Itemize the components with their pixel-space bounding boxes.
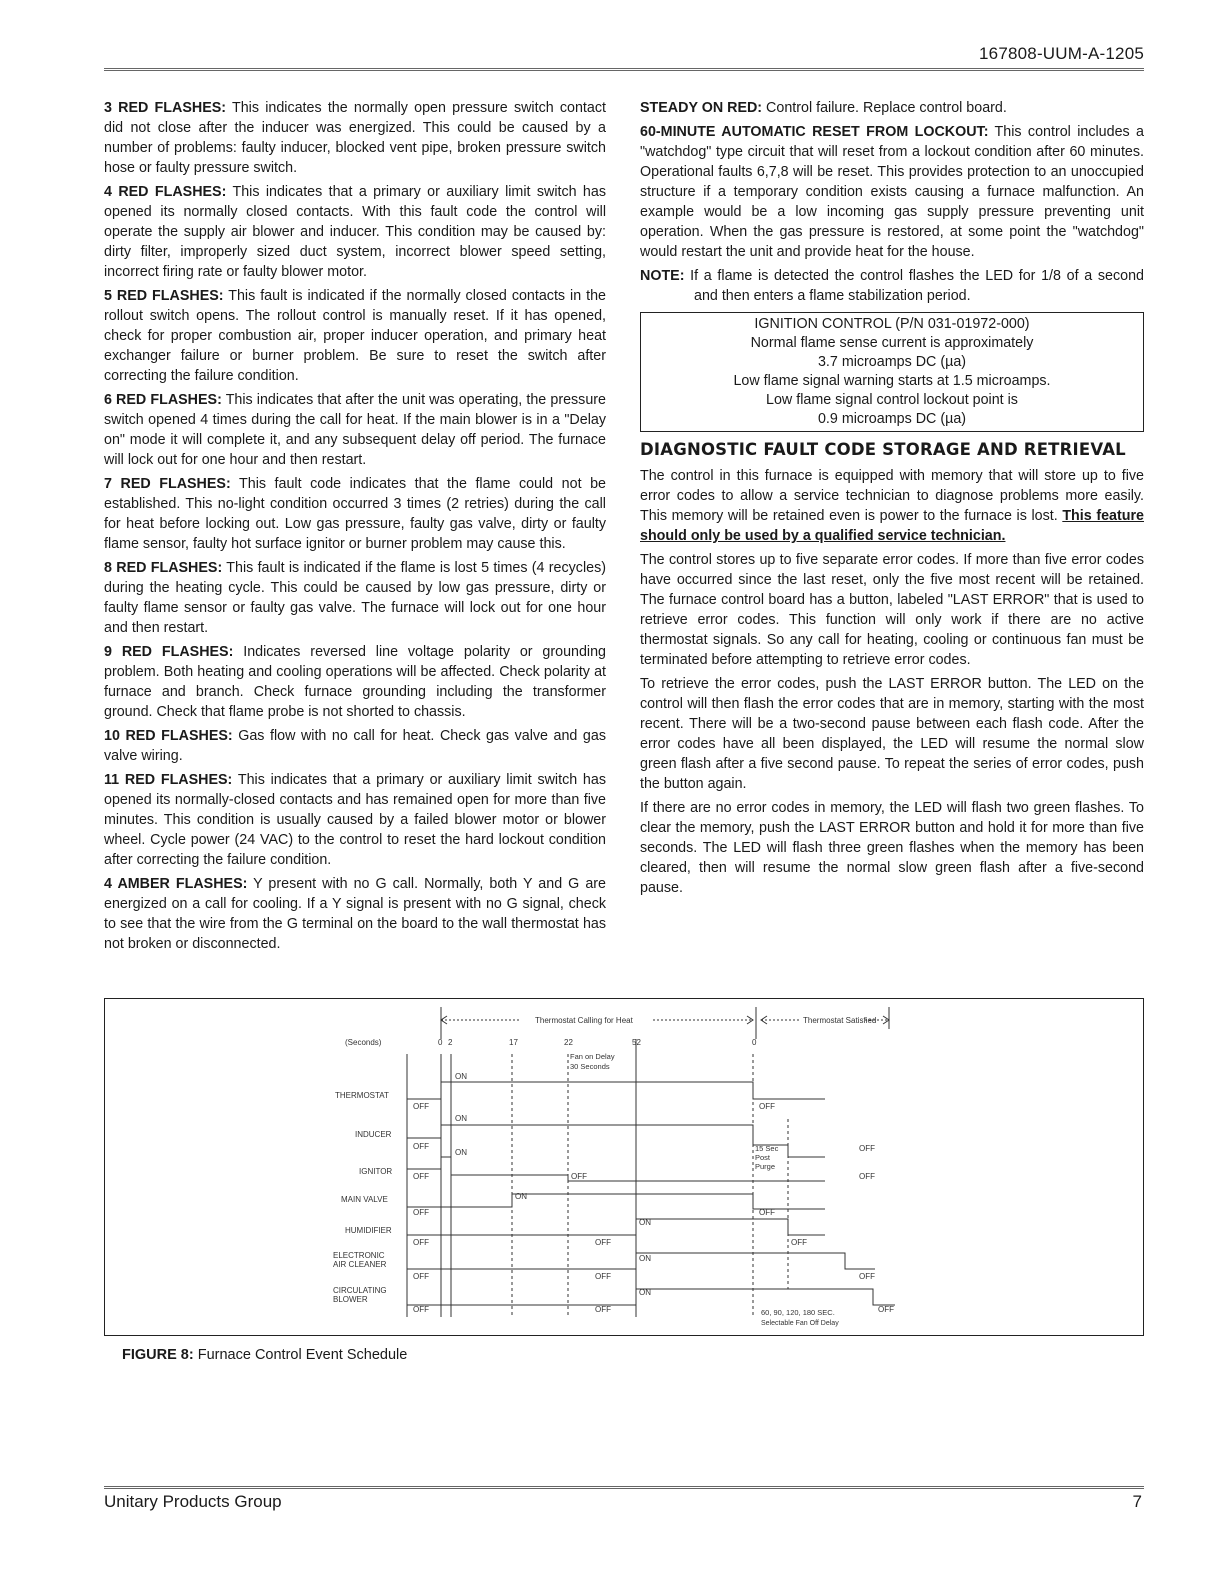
row-label-humidifier: HUMIDIFIER bbox=[345, 1226, 392, 1235]
tick-label: 0 bbox=[752, 1038, 757, 1047]
left-column bbox=[104, 98, 606, 958]
fault-paragraph: 9 RED FLASHES: Indicates reversed line voltage polarity or grounding problem. Both heating and cooling operations will be affected. Check polarity at furnace and branch. Check furnace grounding including the transformer ground. Check that flame probe is not shorted to chassis. bbox=[104, 644, 606, 720]
clear-paragraph: If there are no error codes in memory, the LED will flash two green flashes. To clear the memory, push the LAST ERROR button and hold it for more than five seconds. The LED will flash three green flashes when the memory has been cleared, then will resume the normal slow green flash after a five-second pause. bbox=[640, 800, 1144, 896]
ignition-line: Normal flame sense current is approximately bbox=[750, 335, 1034, 351]
off-label: OFF bbox=[595, 1238, 611, 1247]
row-label-ignitor: IGNITOR bbox=[359, 1167, 393, 1176]
fault-paragraph: 7 RED FLASHES: This fault code indicates that the flame could not be established. This no-light condition occurred 3 times (2 retries) during the call for heat before locking out. Low gas pressure, faulty gas valve, dirty or faulty flame sensor, faulty hot surface ignitor or burner problem may cause this. bbox=[104, 476, 606, 552]
off-label: OFF bbox=[413, 1272, 429, 1281]
fault-paragraph: 6 RED FLASHES: This indicates that after the unit was operating, the pressure switch opened 4 times during the call for heat. If the main blower is in a "Delay on" mode it will complete it, and any subsequent delay off period. The furnace will lock out for one hour and then restart. bbox=[104, 392, 606, 468]
ignition-line: 3.7 microamps DC (µa) bbox=[817, 354, 967, 370]
calling-label: Thermostat Calling for Heat bbox=[535, 1016, 633, 1025]
fan-off-delay-label: 60, 90, 120, 180 SEC. bbox=[761, 1308, 835, 1317]
ignition-line: Low flame signal control lockout point is bbox=[766, 392, 1018, 408]
row-label-blower: BLOWER bbox=[333, 1295, 368, 1304]
seconds-label: (Seconds) bbox=[345, 1038, 382, 1047]
row-label-inducer: INDUCER bbox=[355, 1130, 392, 1139]
on-label: ON bbox=[455, 1072, 467, 1081]
off-label: OFF bbox=[413, 1142, 429, 1151]
fault-paragraph: 4 AMBER FLASHES: Y present with no G call. Normally, both Y and G are energized on a call for cooling. If a Y signal is present with no G signal, check to see that the wire from the G terminal on the board to the wall thermostat has not broken or disconnected. bbox=[104, 876, 606, 952]
tick-label: 17 bbox=[509, 1038, 518, 1047]
post-purge-label: 15 Sec bbox=[755, 1144, 779, 1153]
fan-delay-label: 30 Seconds bbox=[570, 1062, 610, 1071]
document-number: 167808-UUM-A-1205 bbox=[979, 44, 1144, 63]
storage-paragraph: The control stores up to five separate error codes. If more than five error codes have occurred since the last reset, only the five most recent will be retained. The furnace control board has a button, labeled "LAST ERROR" that is used to retrieve error codes. This function will only work if there are no active thermostat signals. So any call for heating, cooling or continuous fan must be terminated before attempting to retrieve error codes. bbox=[640, 552, 1144, 668]
retrieve-paragraph: To retrieve the error codes, push the LAST ERROR button. The LED on the control will then flash the error codes that are in memory, starting with the most recent. There will be a two-second pause between each flash code. After the error codes have all been displayed, the LED will resume the normal slow green flash after a five second pause. To repeat the series of error codes, push the button again. bbox=[640, 676, 1144, 792]
off-label: OFF bbox=[859, 1272, 875, 1281]
off-label: OFF bbox=[859, 1172, 875, 1181]
fault-paragraph: 5 RED FLASHES: This fault is indicated if the normally closed contacts in the rollout switch opens. The rollout control is manually reset. If it has opened, check for proper combustion air, proper inducer operation, and primary heat exchanger failure or burner problem. Be sure to reset the switch after correcting the failure condition. bbox=[104, 288, 606, 384]
on-label: ON bbox=[639, 1254, 651, 1263]
off-label: OFF bbox=[413, 1208, 429, 1217]
fault-paragraph: 3 RED FLASHES: This indicates the normally open pressure switch contact did not close after the inducer was energized. This could be caused by a number of problems: faulty inducer, blocked vent pipe, broken pressure switch hose or faulty pressure switch. bbox=[104, 100, 606, 176]
qualified-technician-warning: This feature should only be used by a qualified service technician. bbox=[640, 508, 1144, 544]
off-label: OFF bbox=[413, 1172, 429, 1181]
fault-paragraph: 10 RED FLASHES: Gas flow with no call for heat. Check gas valve and gas valve wiring. bbox=[104, 728, 606, 764]
post-purge-label: Purge bbox=[755, 1162, 776, 1171]
ignition-line: 0.9 microamps DC (µa) bbox=[817, 411, 967, 427]
off-label: OFF bbox=[878, 1305, 894, 1314]
fault-paragraph: 8 RED FLASHES: This fault is indicated if the flame is lost 5 times (4 recycles) during the heating cycle. This could be caused by low gas pressure, dirty or faulty flame sensor or faulty gas valve. The furnace will lock out for one hour and then restart. bbox=[104, 560, 606, 636]
fan-off-delay-label: Selectable Fan Off Delay bbox=[761, 1320, 839, 1327]
row-label-thermostat: THERMOSTAT bbox=[335, 1091, 389, 1100]
tick-label: 0 bbox=[438, 1038, 443, 1047]
memory-paragraph: The control in this furnace is equipped with memory that will store up to five error codes to allow a service technician to diagnose problems more easily. This memory will be retained even is power to the furnace is lost. This feature should only be used by a qualified service technician. bbox=[640, 468, 1144, 544]
footer-rule bbox=[104, 1486, 1144, 1489]
event-schedule-figure bbox=[104, 998, 1144, 1336]
off-label: OFF bbox=[759, 1102, 775, 1111]
post-purge-label: Post bbox=[755, 1153, 771, 1162]
off-label: OFF bbox=[571, 1172, 587, 1181]
right-column bbox=[640, 98, 1144, 902]
off-label: OFF bbox=[595, 1305, 611, 1314]
section-heading: DIAGNOSTIC FAULT CODE STORAGE AND RETRIEVAL bbox=[640, 440, 1126, 459]
on-label: ON bbox=[455, 1114, 467, 1123]
fan-delay-label: Fan on Delay bbox=[570, 1052, 615, 1061]
row-label-air-cleaner: AIR CLEANER bbox=[333, 1260, 387, 1269]
tick-label: 2 bbox=[448, 1038, 453, 1047]
ignition-control-box bbox=[640, 312, 1144, 432]
ignition-line: Low flame signal warning starts at 1.5 microamps. bbox=[733, 373, 1051, 389]
row-label-main-valve: MAIN VALVE bbox=[341, 1195, 388, 1204]
ignition-line: IGNITION CONTROL (P/N 031-01972-000) bbox=[754, 316, 1030, 332]
page-number: 7 bbox=[1132, 1492, 1142, 1511]
off-label: OFF bbox=[859, 1144, 875, 1153]
row-label-electronic: ELECTRONIC bbox=[333, 1251, 385, 1260]
satisfied-label: Thermostat Satisfied bbox=[803, 1016, 877, 1025]
on-label: ON bbox=[639, 1218, 651, 1227]
row-label-circulating: CIRCULATING bbox=[333, 1286, 387, 1295]
figure-caption: FIGURE 8: Furnace Control Event Schedule bbox=[122, 1347, 408, 1363]
steady-on-paragraph: STEADY ON RED: Control failure. Replace control board. bbox=[640, 100, 1007, 116]
note-paragraph: NOTE: If a flame is detected the control flashes the LED for 1/8 of a second and then enters a flame stabilization period. bbox=[640, 268, 1144, 304]
off-label: OFF bbox=[413, 1305, 429, 1314]
off-label: OFF bbox=[413, 1238, 429, 1247]
tick-label: 52 bbox=[632, 1038, 641, 1047]
tick-label: 22 bbox=[564, 1038, 573, 1047]
timing-diagram bbox=[105, 999, 1145, 1337]
fault-paragraph: 4 RED FLASHES: This indicates that a primary or auxiliary limit switch has opened its normally closed contacts. With this fault code the control will operate the supply air blower and inducer. This condition may be caused by: dirty filter, improperly sized duct system, incorrect blower speed setting, incorrect firing rate or faulty blower motor. bbox=[104, 184, 606, 280]
on-label: ON bbox=[455, 1148, 467, 1157]
off-label: OFF bbox=[791, 1238, 807, 1247]
header-rule bbox=[104, 68, 1144, 71]
off-label: OFF bbox=[759, 1208, 775, 1217]
on-label: ON bbox=[639, 1288, 651, 1297]
on-label: ON bbox=[515, 1192, 527, 1201]
fault-paragraph: 11 RED FLASHES: This indicates that a primary or auxiliary limit switch has opened its normally-closed contacts and has remained open for more than five minutes. This condition is usually caused by a failed blower motor or blower wheel. Cycle power (24 VAC) to the control to reset the hard lockout condition after correcting the failure condition. bbox=[104, 772, 606, 868]
reset-paragraph: 60-MINUTE AUTOMATIC RESET FROM LOCKOUT: This control includes a "watchdog" type circuit that will reset from a lockout condition after 60 minutes. Operational faults 6,7,8 will be reset. This provides protection to an unoccupied structure if a temporary condition exists causing a furnace malfunction. An example would be a low incoming gas supply pressure preventing unit operation. When the gas pressure is restored, at some point the "watchdog" would restart the unit and provide heat for the house. bbox=[640, 124, 1144, 260]
off-label: OFF bbox=[413, 1102, 429, 1111]
off-label: OFF bbox=[595, 1272, 611, 1281]
footer-company: Unitary Products Group bbox=[104, 1492, 282, 1511]
